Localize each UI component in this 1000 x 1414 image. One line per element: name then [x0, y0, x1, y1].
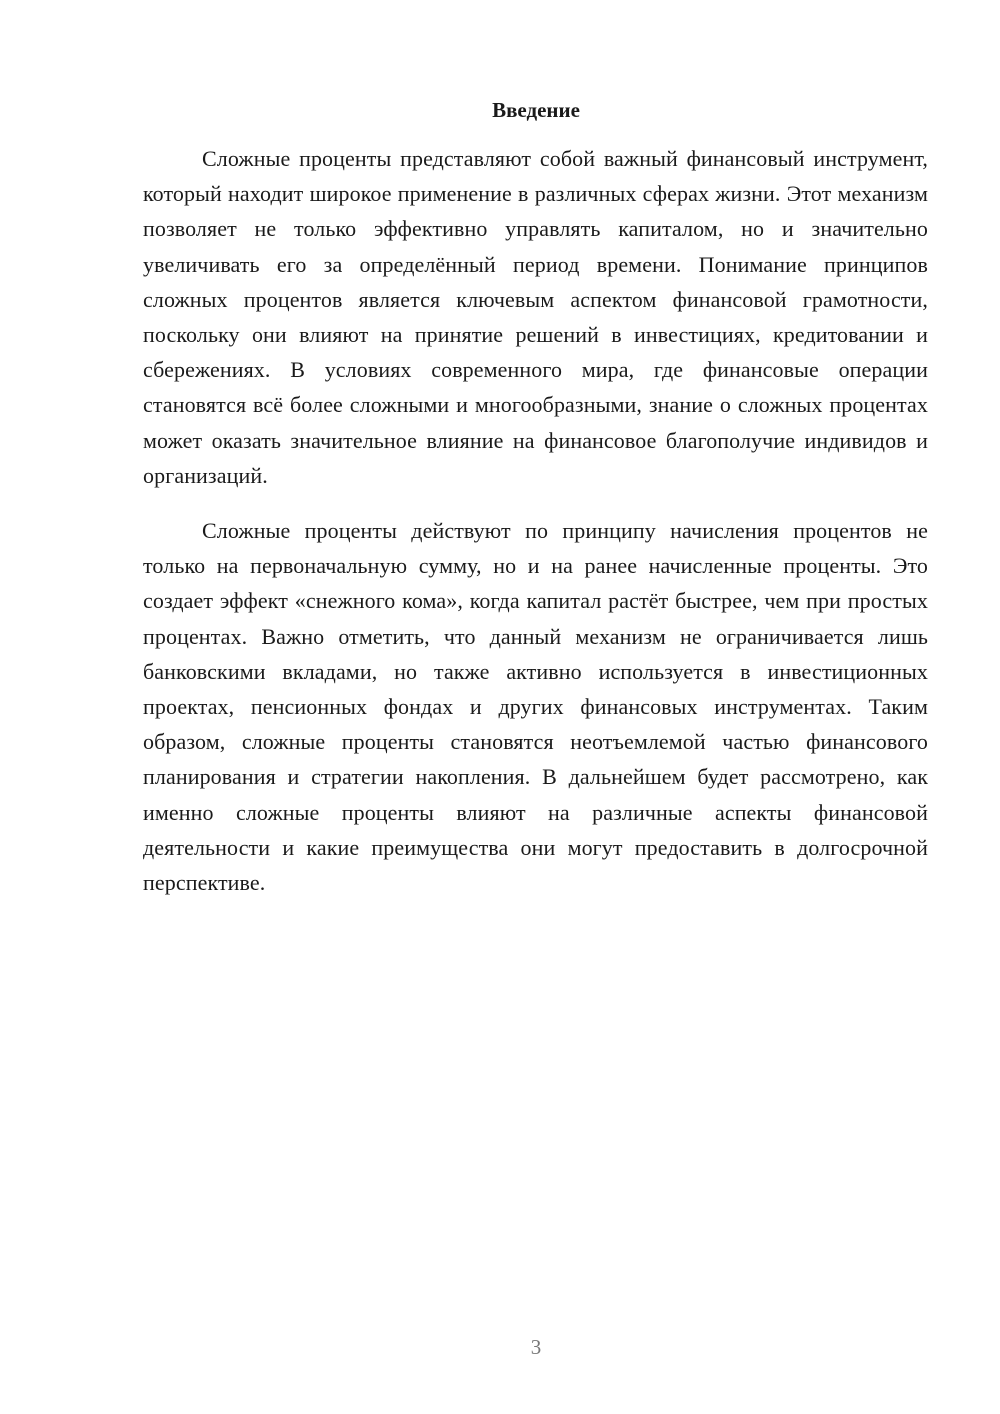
- page-number: 3: [530, 1335, 542, 1359]
- body-text: [143, 141, 928, 900]
- paragraph-2: Сложные проценты действуют по принципу начисления процентов не только на первоначальную сумму, но и на ранее начисленные проценты. Это создает эффект «снежного кома», когда капитал растёт быстрее, чем при простых процентах. Важно отметить, что данный механизм не ограничивается лишь банковскими вкладами, но также активно используется в инвестиционных проектах, пенсионных фондах и других финансовых инструментах. Таким образом, сложные проценты становятся неотъемлемой частью финансового планирования и стратегии накопления. В дальнейшем будет рассмотрено, как именно сложные проценты влияют на различные аспекты финансовой деятельности и какие преимущества они могут предоставить в долгосрочной перспективе.: [143, 518, 928, 896]
- paragraph-1: Сложные проценты представляют собой важный финансовый инструмент, который находит широкое применение в различных сферах жизни. Этот механизм позволяет не только эффективно управлять капиталом, но и значительно увеличивать его за определённый период времени. Понимание принципов сложных процентов является ключевым аспектом финансовой грамотности, поскольку они влияют на принятие решений в инвестициях, кредитовании и сбережениях. В условиях современного мира, где финансовые операции становятся всё более сложными и многообразными, знание о сложных процентах может оказать значительное влияние на финансовое благополучие индивидов и организаций.: [143, 146, 928, 488]
- section-heading: Введение: [492, 98, 580, 122]
